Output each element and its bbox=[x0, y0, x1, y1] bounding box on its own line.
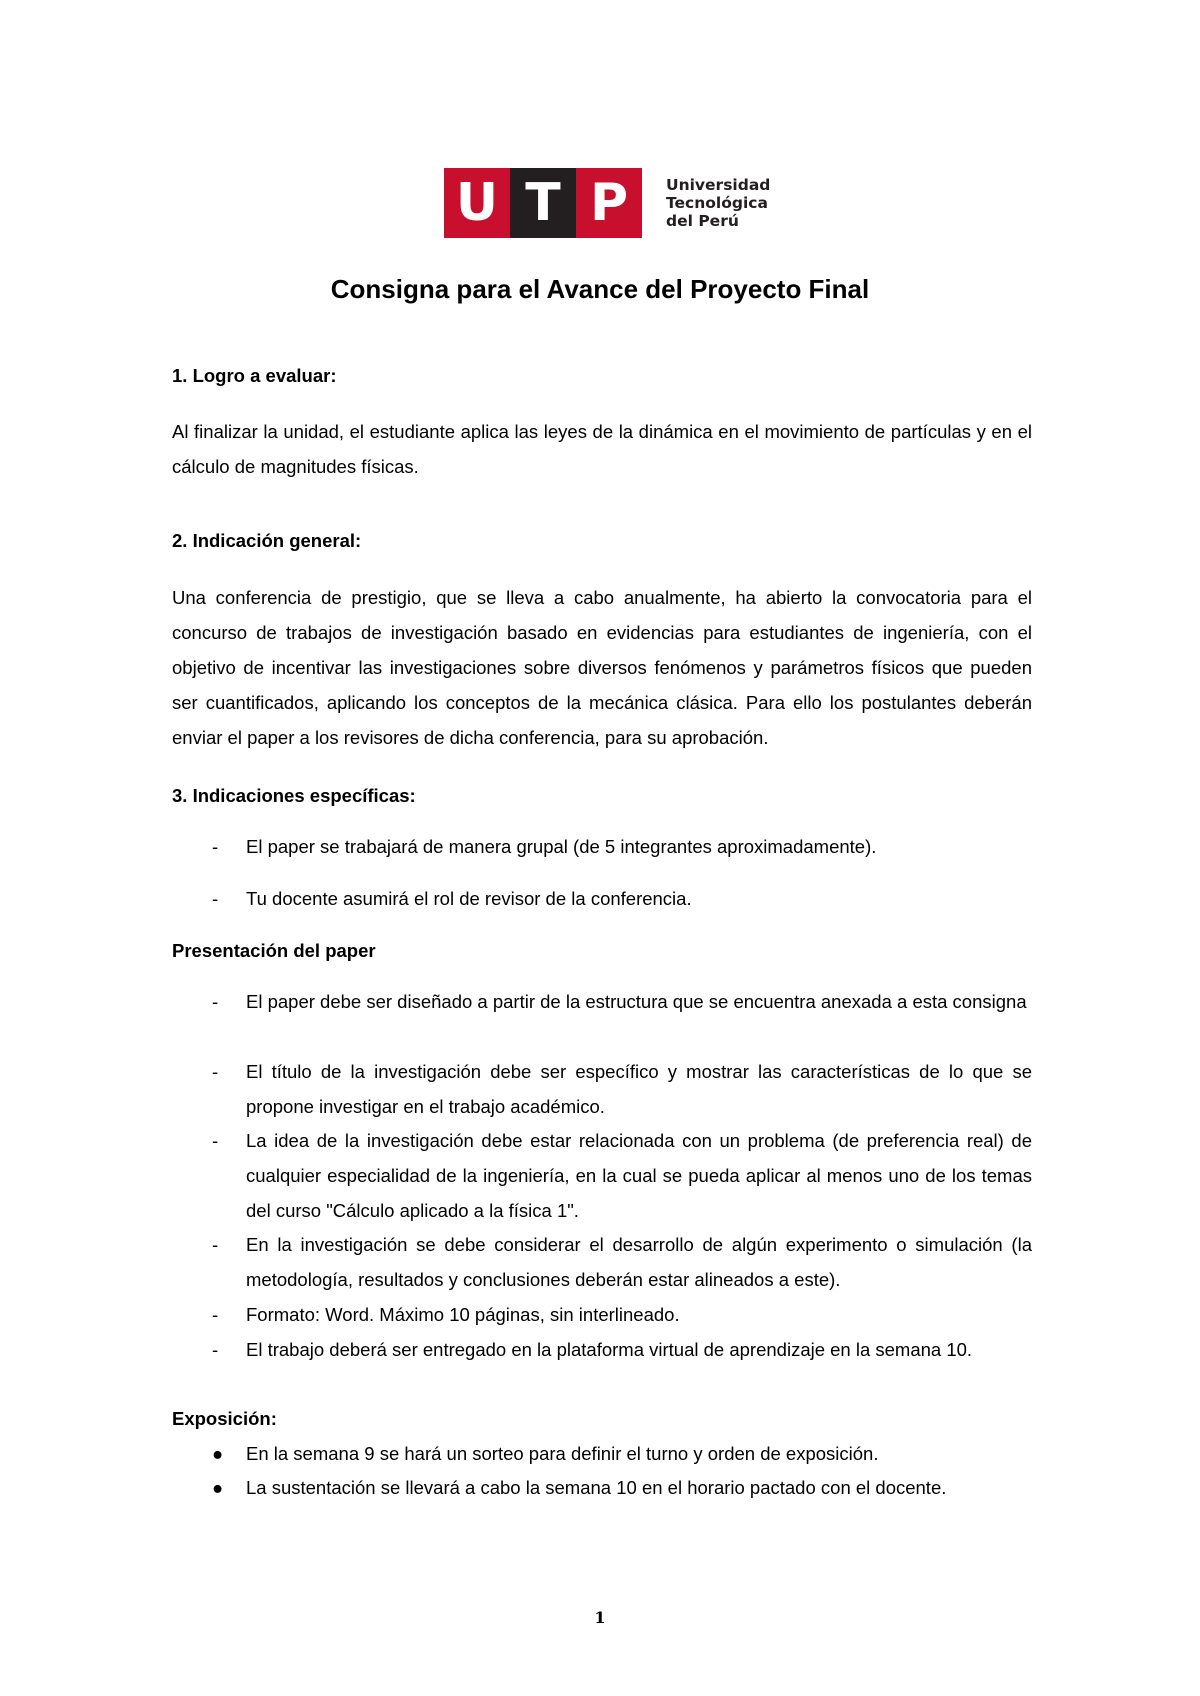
logo-letter-t: T bbox=[510, 168, 576, 238]
list-item-text: En la semana 9 se hará un sorteo para definir el turno y orden de exposición. bbox=[246, 1443, 879, 1464]
section1-text: Al finalizar la unidad, el estudiante aplica las leyes de la dinámica en el movimiento de partículas y en el cálculo de magnitudes físicas. bbox=[172, 421, 1032, 477]
list-item-text: En la investigación se debe considerar el desarrollo de algún experimento o simulación (la metodología, resultados y conclusiones deberán estar alineados a este). bbox=[246, 1234, 1032, 1290]
list-item bbox=[172, 1227, 1032, 1297]
section1-heading: 1. Logro a evaluar: bbox=[172, 365, 337, 386]
section3-heading: 3. Indicaciones específicas: bbox=[172, 785, 416, 806]
list-item-text: El título de la investigación debe ser específico y mostrar las características de lo que se propone investigar en el trabajo académico. bbox=[246, 1061, 1032, 1117]
dash-marker: - bbox=[212, 1304, 219, 1325]
list-item-text: El trabajo deberá ser entregado en la plataforma virtual de aprendizaje en la semana 10. bbox=[246, 1339, 973, 1360]
list-item-text: Tu docente asumirá el rol de revisor de la conferencia. bbox=[246, 888, 692, 909]
list-item bbox=[172, 1054, 1032, 1124]
logo-name-line: del Perú bbox=[666, 212, 739, 230]
page-number: 1 bbox=[594, 1608, 606, 1627]
list-item-text: El paper se trabajará de manera grupal (de 5 integrantes aproximadamente). bbox=[246, 836, 877, 857]
section2-heading: 2. Indicación general: bbox=[172, 530, 362, 551]
list-item bbox=[172, 984, 1032, 1019]
logo-name-line: Universidad bbox=[666, 176, 771, 194]
logo-university-name bbox=[666, 168, 770, 238]
list-item-text: La sustentación se llevará a cabo la semana 10 en el horario pactado con el docente. bbox=[246, 1477, 947, 1498]
bullet-marker: ● bbox=[212, 1477, 224, 1498]
list-item-text: El paper debe ser diseñado a partir de la estructura que se encuentra anexada a esta consigna bbox=[246, 991, 1027, 1012]
list-item bbox=[172, 829, 1032, 864]
list-item bbox=[172, 1123, 1032, 1228]
list-item bbox=[172, 881, 1032, 916]
document-title: Consigna para el Avance del Proyecto Final bbox=[330, 274, 870, 304]
list-item bbox=[172, 1470, 1032, 1505]
exposition-heading: Exposición: bbox=[172, 1408, 277, 1429]
list-item bbox=[172, 1436, 1032, 1471]
dash-marker: - bbox=[212, 1130, 219, 1151]
dash-marker: - bbox=[212, 888, 219, 909]
logo-letter-u: U bbox=[444, 168, 510, 238]
list-item bbox=[172, 1332, 1032, 1367]
list-item bbox=[172, 1297, 1032, 1332]
presentation-heading: Presentación del paper bbox=[172, 940, 376, 961]
logo-name-line: Tecnológica bbox=[666, 194, 768, 212]
section2-text: Una conferencia de prestigio, que se lleva a cabo anualmente, ha abierto la convocatoria para el concurso de trabajos de investigación basado en evidencias para estudiantes de ingeniería, con el objetivo de incentivar las investigaciones sobre diversos fenómenos y parámetros físicos que pueden ser cuantificados, aplicando los conceptos de la mecánica clásica. Para ello los postulantes deberán enviar el paper a los revisores de dicha conferencia, para su aprobación. bbox=[172, 587, 1032, 748]
list-item-text: La idea de la investigación debe estar relacionada con un problema (de preferencia real) de cualquier especialidad de la ingeniería, en la cual se pueda aplicar al menos uno de los temas del curso "Cálculo aplicado a la física 1". bbox=[246, 1130, 1032, 1221]
dash-marker: - bbox=[212, 1234, 219, 1255]
list-item-text: Formato: Word. Máximo 10 páginas, sin interlineado. bbox=[246, 1304, 680, 1325]
utp-logo bbox=[444, 168, 770, 238]
dash-marker: - bbox=[212, 991, 219, 1012]
dash-marker: - bbox=[212, 1061, 219, 1082]
logo-letter-p: P bbox=[576, 168, 642, 238]
dash-marker: - bbox=[212, 836, 219, 857]
bullet-marker: ● bbox=[212, 1443, 224, 1464]
dash-marker: - bbox=[212, 1339, 219, 1360]
